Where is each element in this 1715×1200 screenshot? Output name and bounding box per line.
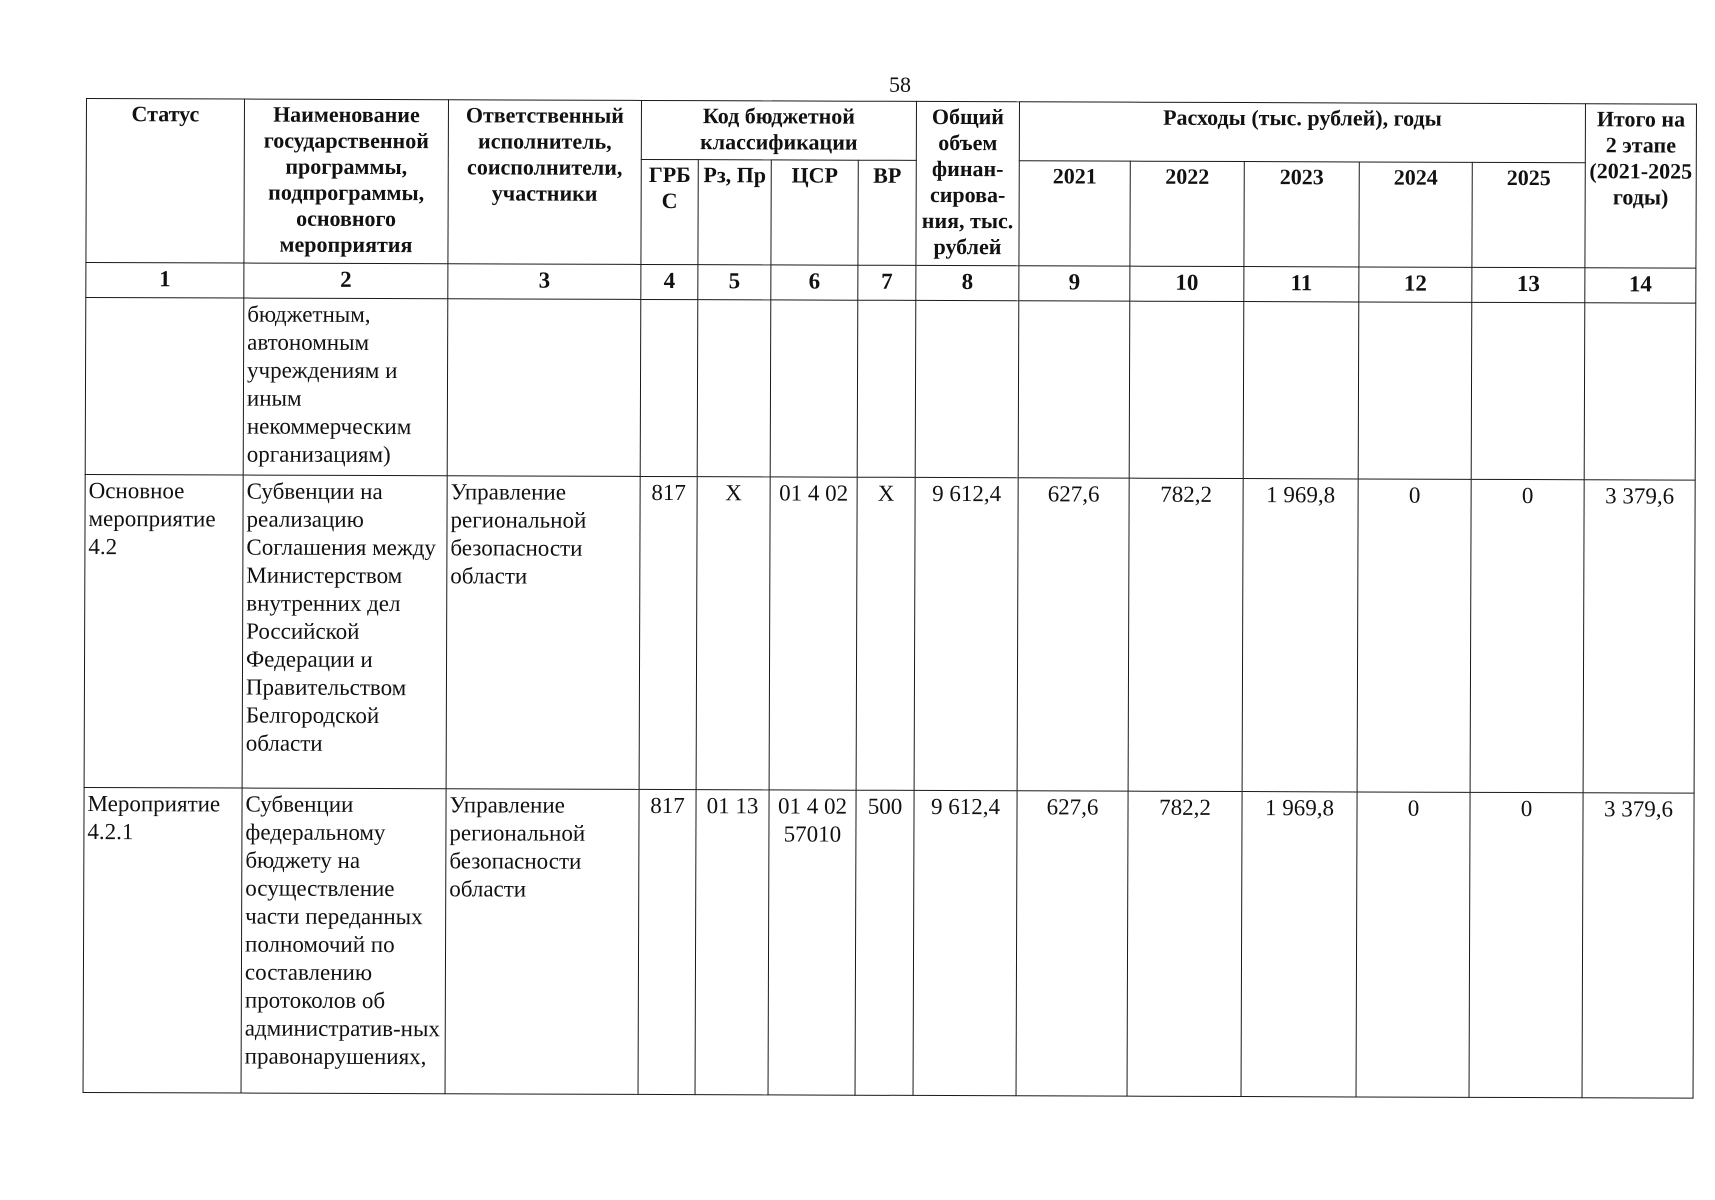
header-year-2024: 2024 (1359, 162, 1472, 267)
table-row (84, 474, 1695, 793)
cell-2025 (1471, 302, 1585, 479)
header-responsible: Ответственный исполнитель, соисполнители, участники (448, 100, 642, 265)
cell-status: Мероприятие 4.2.1 (83, 787, 242, 1093)
page-number: 58 (889, 72, 911, 97)
column-number: 7 (858, 265, 916, 300)
cell-csr (770, 300, 858, 477)
column-number: 6 (771, 265, 858, 300)
column-number: 3 (448, 264, 641, 300)
cell-2024: 0 (1357, 479, 1471, 792)
cell-total (915, 300, 1019, 477)
cell-2023: 1 969,8 (1242, 479, 1358, 792)
cell-grbs (640, 299, 698, 476)
cell-2024: 0 (1356, 792, 1470, 1097)
cell-stage-total: 3 379,6 (1582, 793, 1694, 1098)
header-expenses: Расходы (тыс. рублей), годы (1019, 102, 1585, 163)
header-year-2025: 2025 (1472, 162, 1585, 267)
cell-2022: 782,2 (1127, 791, 1242, 1096)
cell-vr (857, 300, 916, 477)
cell-name: Субвенции на реализацию Соглашения между Министерством внутренних дел Российской Федерации и Правительством Белгородской области (242, 475, 447, 789)
column-number-row (86, 263, 1696, 304)
cell-responsible: Управление региональной безопасности области (446, 476, 640, 790)
header-rz: Рз, Пр (698, 160, 771, 265)
cell-name: Субвенции федеральному бюджету на осуществление части переданных полномочий по составлению протоколов об административ-ных правонарушениях, (241, 788, 446, 1094)
column-number: 1 (86, 263, 244, 299)
column-number: 5 (698, 265, 771, 300)
cell-2025: 0 (1469, 792, 1583, 1097)
cell-stage-total (1584, 303, 1696, 480)
header-stage-total: Итого на 2 этапе (2021-2025 годы) (1585, 104, 1697, 268)
cell-vr: 500 (855, 790, 914, 1095)
cell-2024 (1358, 302, 1472, 479)
header-vr: ВР (858, 160, 916, 265)
column-number: 13 (1472, 267, 1585, 302)
cell-2023 (1243, 302, 1359, 479)
cell-rz: 01 13 (695, 790, 769, 1095)
column-number: 2 (244, 263, 448, 299)
cell-2021 (1018, 301, 1130, 478)
cell-2023: 1 969,8 (1241, 792, 1357, 1097)
column-number: 4 (641, 264, 698, 299)
cell-name: бюджетным, автономным учреждениям и иным некоммерческим организациям) (243, 298, 448, 476)
cell-rz (697, 300, 771, 477)
cell-grbs: 817 (639, 476, 697, 789)
header-row-1 (86, 99, 1696, 164)
cell-2021: 627,6 (1017, 478, 1129, 791)
cell-responsible (447, 299, 641, 477)
cell-responsible: Управление региональной безопасности области (445, 789, 639, 1095)
header-year-2021: 2021 (1019, 161, 1130, 266)
column-number: 14 (1585, 268, 1696, 303)
header-year-2022: 2022 (1130, 161, 1244, 266)
table-row (83, 787, 1694, 1098)
cell-total: 9 612,4 (913, 790, 1017, 1095)
cell-total: 9 612,4 (914, 477, 1018, 790)
cell-status: Основное мероприятие 4.2 (84, 474, 243, 788)
header-year-2023: 2023 (1244, 162, 1359, 267)
header-total-volume: Общий объем финан-сирова-ния, тыс. рублей (916, 101, 1020, 265)
cell-csr: 01 4 02 (769, 477, 857, 790)
cell-csr: 01 4 02 57010 (768, 790, 856, 1095)
header-csr: ЦСР (771, 160, 858, 265)
cell-stage-total: 3 379,6 (1583, 480, 1695, 793)
cell-2021: 627,6 (1016, 791, 1128, 1096)
column-number: 10 (1130, 266, 1244, 301)
budget-table (83, 98, 1697, 1099)
column-number: 12 (1359, 267, 1472, 302)
cell-2022 (1129, 301, 1244, 478)
header-status: Статус (86, 99, 245, 264)
cell-grbs: 817 (638, 789, 696, 1094)
column-number: 9 (1019, 266, 1130, 301)
cell-rz: Х (696, 477, 770, 790)
cell-2022: 782,2 (1128, 478, 1243, 791)
header-budget-code: Код бюджетной классификации (641, 100, 916, 160)
column-number: 8 (916, 265, 1019, 300)
cell-2025: 0 (1470, 479, 1584, 792)
cell-status (85, 298, 244, 476)
column-number: 11 (1244, 267, 1359, 302)
table-row (85, 298, 1696, 481)
cell-vr: Х (856, 477, 915, 790)
header-name: Наименование государственной программы, подпрограммы, основного мероприятия (244, 99, 449, 264)
header-grbs: ГРБ С (641, 159, 698, 264)
